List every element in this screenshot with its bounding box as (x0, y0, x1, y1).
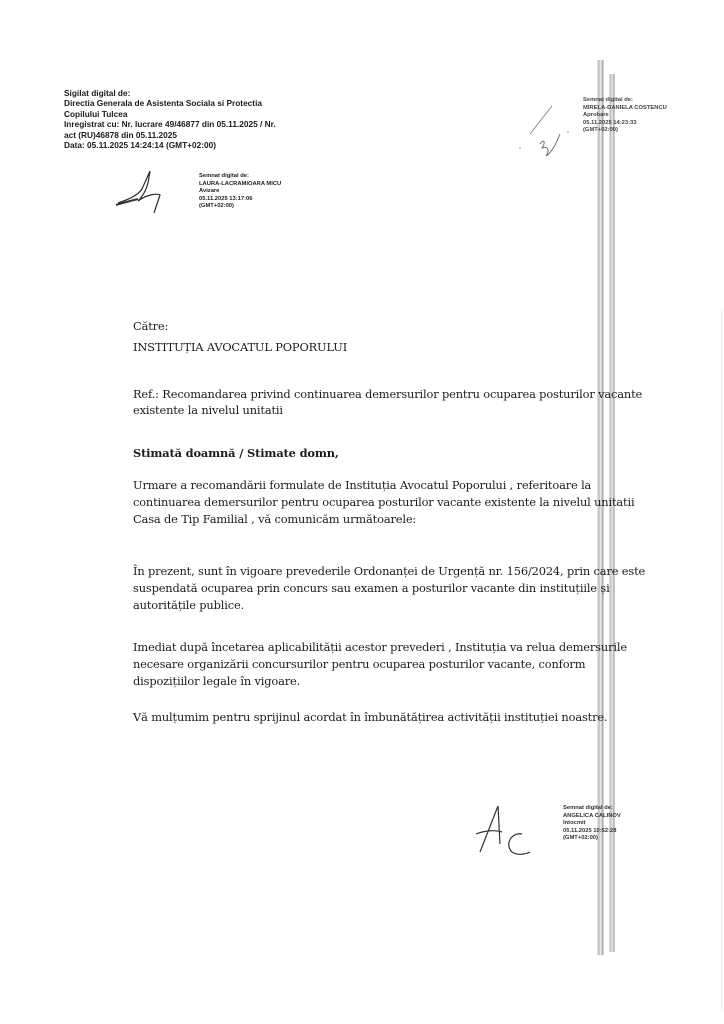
signature-stamp-aprobare (583, 97, 667, 135)
reference-line-2: existente la nivelul unitatii (133, 403, 283, 417)
paragraph-2-line-3: autoritățile publice. (133, 598, 245, 612)
signature-label: Semnat digital de: (199, 173, 249, 179)
signature-stamp-avizare (199, 173, 281, 211)
signer-name: ANGELICA CALINOV (563, 812, 621, 819)
seal-act-number: act (RU)46878 din 05.11.2025 (64, 129, 177, 140)
signature-label: Semnat digital de: (583, 97, 633, 103)
paragraph-3-line-2: necesare organizării concursurilor pentru ocuparea posturilor vacante, conform (133, 657, 586, 671)
signer-name: MIRELA-DANIELA COSTENCU (583, 104, 667, 111)
digital-seal-block (64, 88, 276, 150)
signature-date: 05.11.2025 14:23:33 (583, 119, 637, 126)
paragraph-1-line-1: Urmare a recomandării formulate de Instituția Avocatul Poporului , referitoare la (133, 478, 592, 492)
seal-institution-cont: Copilului Tulcea (64, 108, 128, 119)
signature-stamp-intocmit (563, 805, 621, 843)
paragraph-3-line-1: Imediat după încetarea aplicabilității acestor prevederi , Instituția va relua demersurile (133, 640, 627, 654)
seal-institution: Directia Generala de Asistenta Sociala si Protectia (64, 98, 262, 109)
signer-role: Avizare (199, 188, 220, 195)
seal-label: Sigilat digital de: (64, 88, 131, 98)
paragraph-2-line-2: suspendată ocuparea prin concurs sau examen a posturilor vacante din instituțiile și (133, 581, 610, 595)
paragraph-2-line-1: În prezent, sunt în vigoare prevederile Ordonanței de Urgență nr. 156/2024, prin care este (133, 564, 646, 578)
signature-date: 05.11.2025 10:52:28 (563, 827, 617, 834)
paragraph-3-line-3: dispozițiilor legale în vigoare. (133, 674, 301, 688)
to-label: Către: (133, 319, 169, 333)
handwritten-signature-3 (472, 800, 552, 870)
handwritten-signature-1 (108, 165, 168, 215)
signature-date: 05.11.2025 13:17:06 (199, 195, 253, 202)
signature-timezone: (GMT+02:00) (583, 127, 618, 134)
seal-registration: Inregistrat cu: Nr. lucrare 49/46877 din 05.11.2025 / Nr. (64, 119, 276, 130)
signature-timezone: (GMT+02:00) (563, 835, 598, 842)
seal-date: Data: 05.11.2025 14:24:14 (GMT+02:00) (64, 140, 216, 151)
reference-line-1: Ref.: Recomandarea privind continuarea demersurilor pentru ocuparea posturilor vacante (133, 387, 643, 401)
closing-line: Vă mulțumim pentru sprijinul acordat în îmbunătățirea activității instituției noastre. (133, 710, 608, 724)
signer-role: Intocmit (563, 820, 586, 827)
handwritten-signature-2 (500, 92, 580, 162)
page-edge (721, 310, 722, 1010)
salutation: Stimată doamnă / Stimate domn, (133, 446, 339, 460)
paragraph-1-line-3: Casa de Tip Familial , vă comunicăm următoarele: (133, 512, 417, 526)
signer-role: Aprobare (583, 112, 609, 119)
paragraph-1-line-2: continuarea demersurilor pentru ocuparea posturilor vacante existente la nivelul unitatii (133, 495, 635, 509)
recipient: INSTITUȚIA AVOCATUL POPORULUI (133, 340, 348, 354)
signature-label: Semnat digital de: (563, 805, 613, 811)
signature-timezone: (GMT+02:00) (199, 203, 234, 210)
signer-name: LAURA-LACRAMIOARA MICU (199, 180, 282, 187)
